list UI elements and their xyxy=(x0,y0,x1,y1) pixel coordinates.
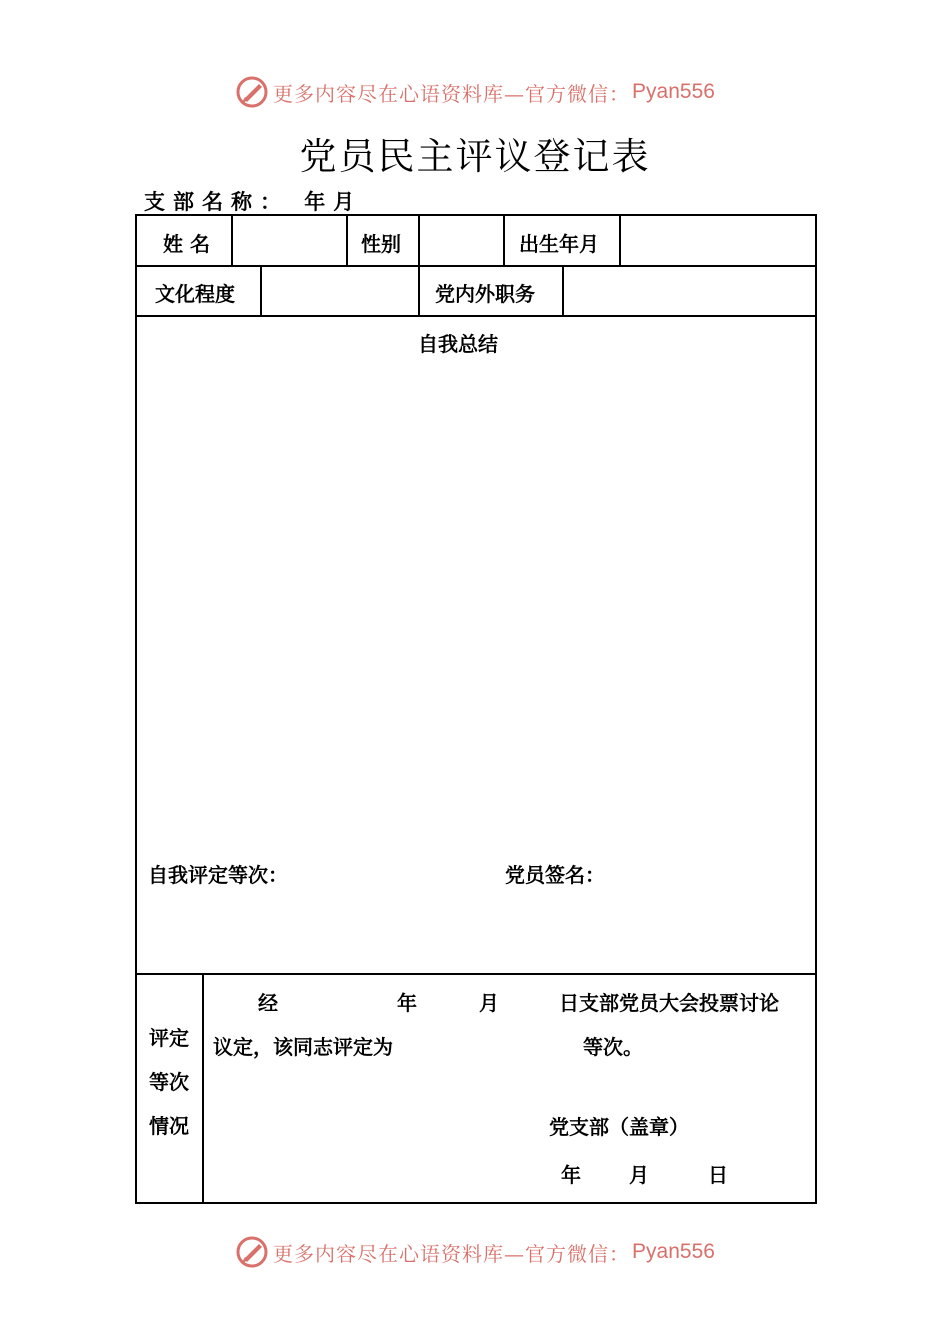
name-label: 姓 名 xyxy=(163,232,210,256)
pen-logo-icon xyxy=(235,1235,269,1269)
gender-label: 性别 xyxy=(361,232,401,256)
rating-side-label-1: 评定 xyxy=(149,1026,189,1050)
education-label: 文化程度 xyxy=(155,282,235,306)
education-field[interactable] xyxy=(262,268,417,313)
self-summary-content[interactable] xyxy=(147,361,807,841)
birth-date-field[interactable] xyxy=(621,218,815,263)
watermark-text: 更多内容尽在心语资料库—官方微信： xyxy=(273,1241,631,1266)
rating-text-level: 等次。 xyxy=(583,1035,643,1059)
rating-text-month: 月 xyxy=(479,991,499,1015)
rating-text-line2: 议定，该同志评定为 xyxy=(213,1035,393,1059)
branch-name-line: 支部名称： 年月 xyxy=(144,190,363,214)
registration-form xyxy=(135,214,817,1204)
party-position-field[interactable] xyxy=(564,268,815,313)
pen-logo-icon xyxy=(235,75,269,109)
watermark-wechat-id: Pyan556 xyxy=(632,80,715,103)
self-summary-heading: 自我总结 xyxy=(418,332,498,356)
signature-label: 党员签名： xyxy=(505,863,605,887)
rating-text-jing: 经 xyxy=(258,991,278,1015)
date-year-label: 年 xyxy=(561,1163,581,1187)
page-title: 党员民主评议登记表 xyxy=(299,135,651,178)
self-rating-label: 自我评定等次： xyxy=(148,863,288,887)
birth-date-label: 出生年月 xyxy=(519,232,599,256)
watermark-bottom xyxy=(0,1232,950,1272)
watermark-top xyxy=(0,72,950,112)
party-position-label: 党内外职务 xyxy=(435,282,535,306)
branch-seal-label: 党支部（盖章） xyxy=(549,1115,689,1139)
watermark-text: 更多内容尽在心语资料库—官方微信： xyxy=(273,81,631,106)
rating-side-label-3: 情况 xyxy=(149,1114,189,1138)
rating-text-year: 年 xyxy=(397,991,417,1015)
date-day-label: 日 xyxy=(708,1163,728,1187)
watermark-wechat-id: Pyan556 xyxy=(632,1240,715,1263)
name-field[interactable] xyxy=(233,218,345,263)
rating-side-label-2: 等次 xyxy=(149,1070,189,1094)
date-month-label: 月 xyxy=(629,1163,649,1187)
rating-text-rest: 日支部党员大会投票讨论 xyxy=(559,991,779,1015)
gender-field[interactable] xyxy=(420,218,502,263)
